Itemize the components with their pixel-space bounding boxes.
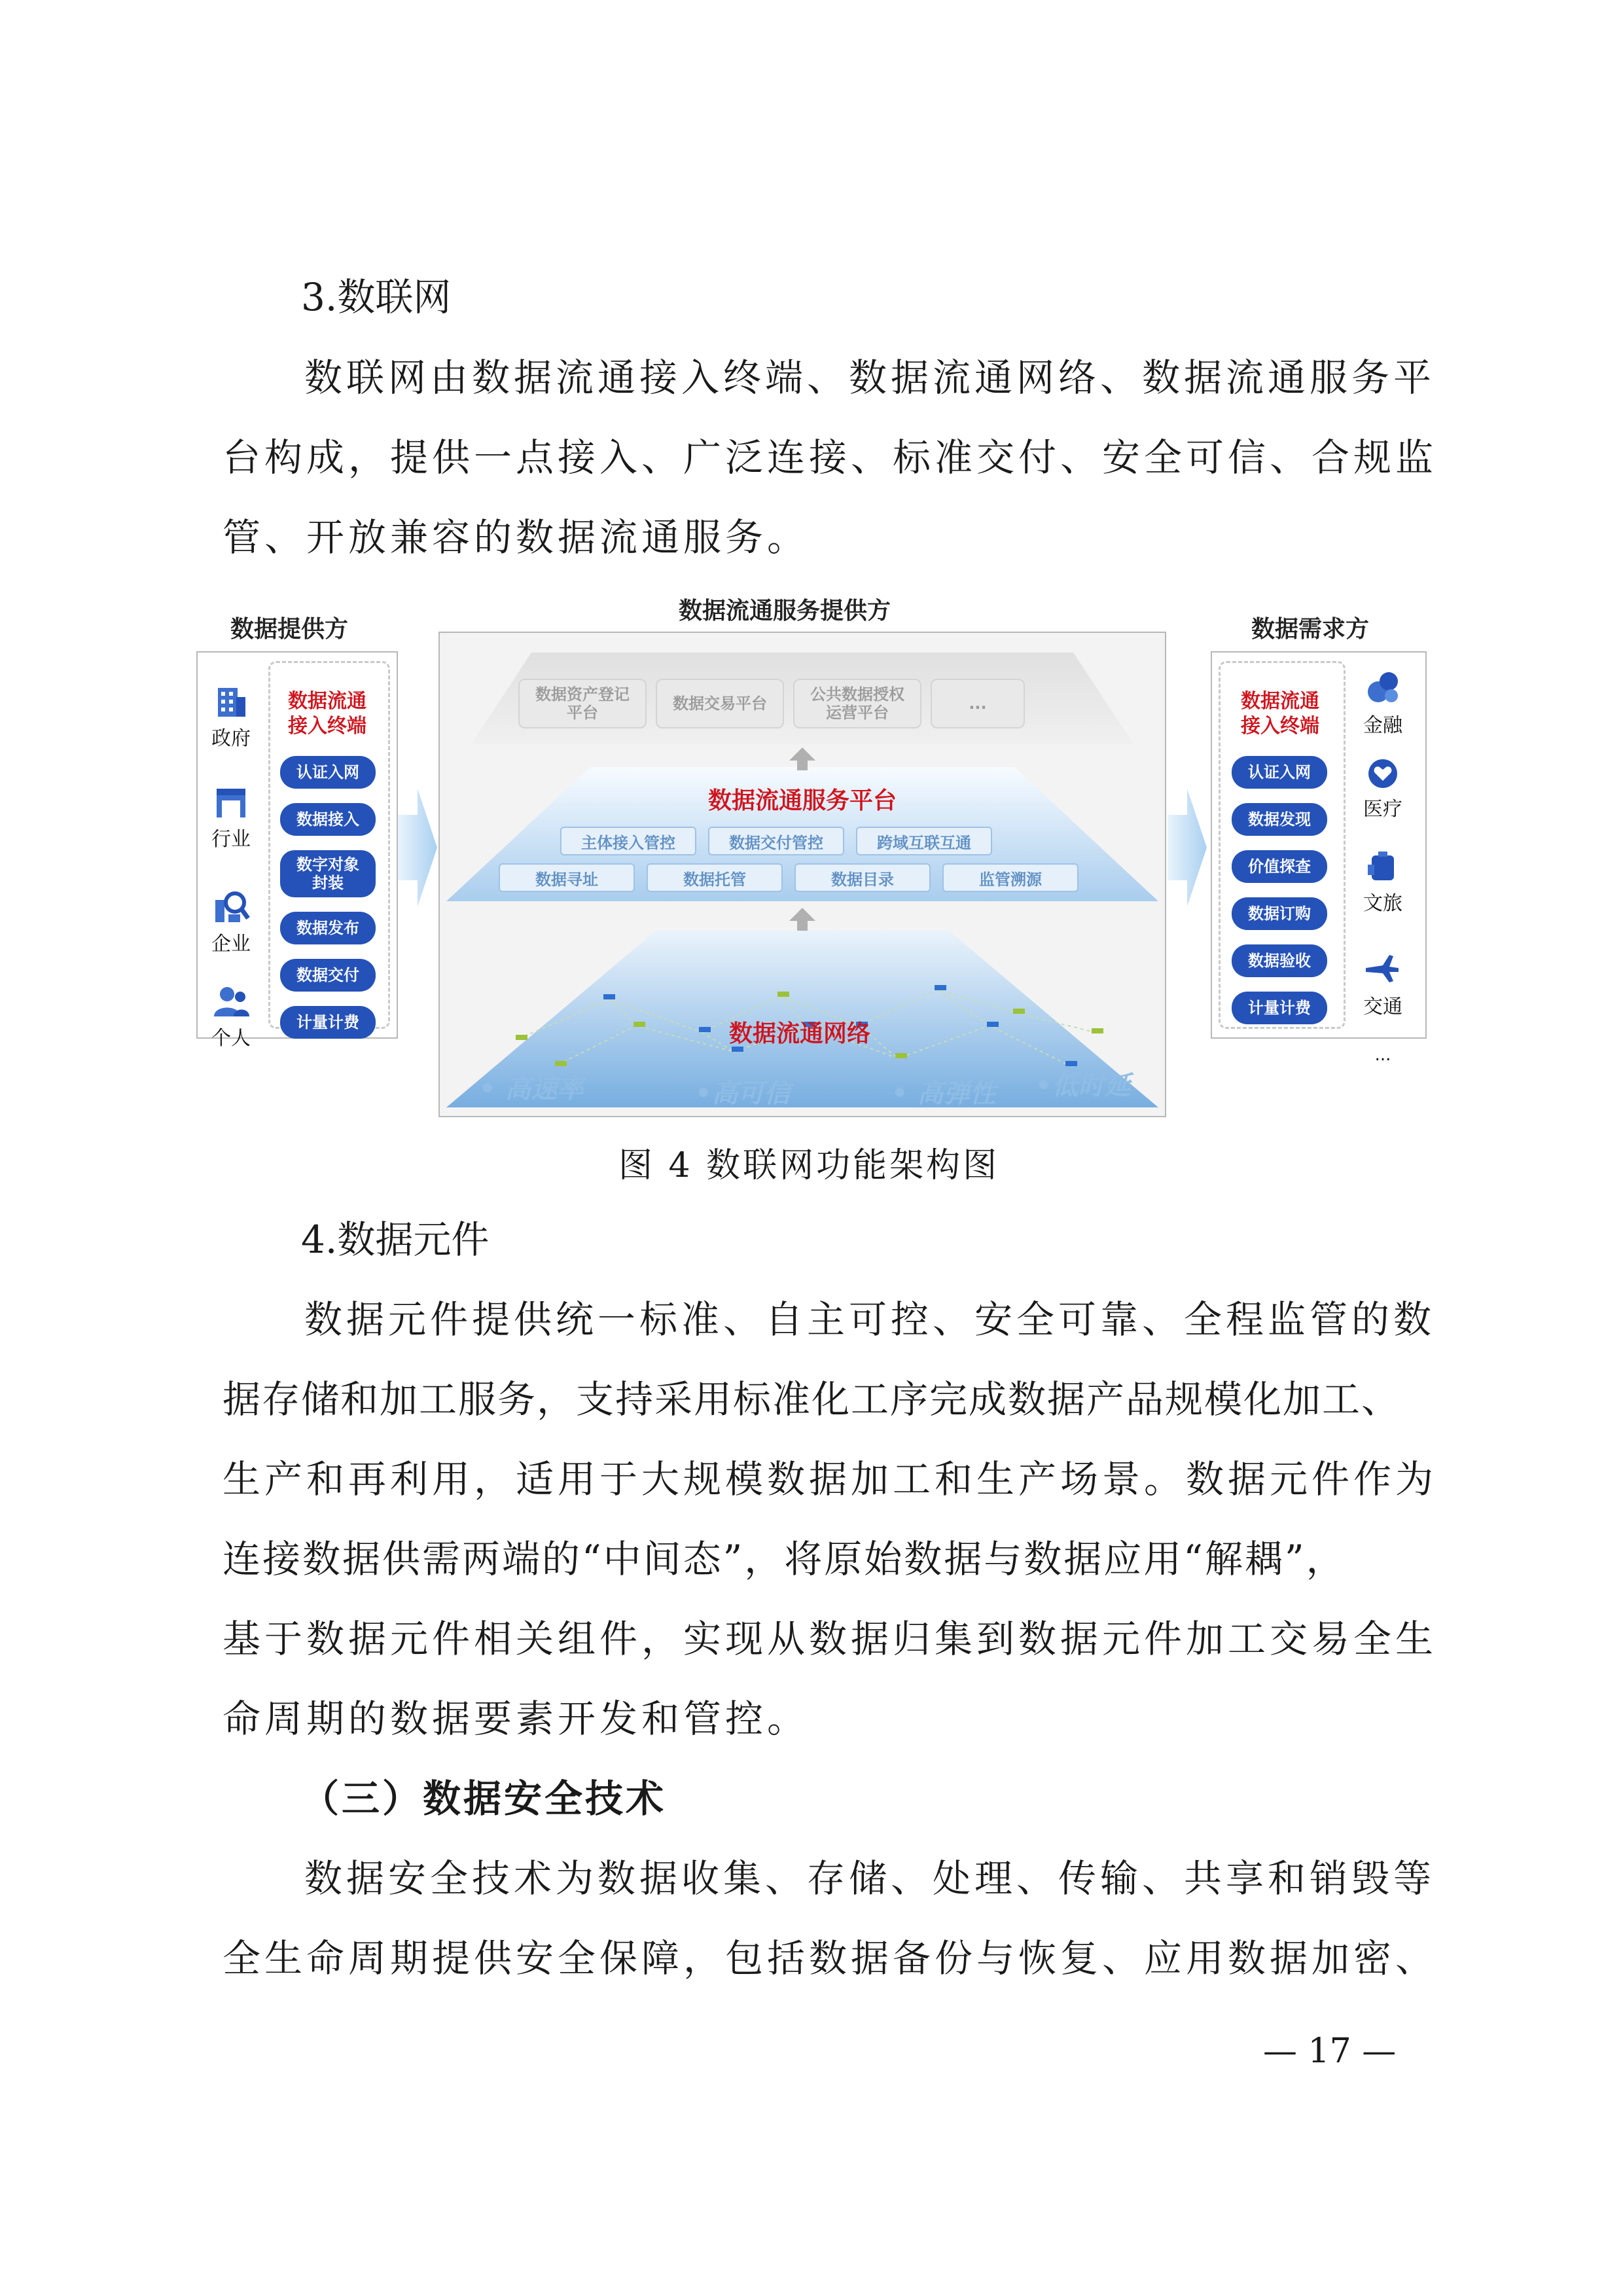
factory-icon [213, 786, 249, 819]
demander-btn-value: 价值探查 [1232, 850, 1327, 883]
center-title: 数据流通服务提供方 [679, 598, 891, 624]
middle-item-traceability: 监管溯源 [942, 863, 1079, 892]
demander-btn-auth: 认证入网 [1232, 756, 1327, 789]
paragraph-line: 数联网由数据流通接入终端、数据流通网络、数据流通服务平 [304, 355, 1436, 400]
provider-terminal-title: 数据流通 接入终端 [288, 690, 366, 738]
entity-more: ... [1374, 1045, 1391, 1065]
bottom-layer-title: 数据流通网络 [728, 1020, 870, 1047]
section-heading-4: 4.数据元件 [301, 1217, 490, 1262]
flow-arrow-icon [398, 789, 437, 906]
top-item-trading-platform: 数据交易平台 [656, 679, 784, 728]
feature-low-latency: •低时延 [1035, 1071, 1131, 1101]
paragraph-line: 据存储和加工服务，支持采用标准化工序完成数据产品规模化加工、 [223, 1377, 1401, 1422]
paragraph-line: 基于数据元件相关组件，实现从数据归集到数据元件加工交易全生 [223, 1617, 1438, 1661]
entity-government: 政府 [202, 684, 260, 751]
top-item-asset-registry: 数据资产登记 平台 [518, 679, 647, 728]
demander-btn-discover: 数据发现 [1232, 803, 1327, 836]
page-number: — 17 — [1263, 2032, 1397, 2071]
building-icon [213, 684, 249, 718]
paragraph-line: 全生命周期提供安全保障，包括数据备份与恢复、应用数据加密、 [223, 1936, 1438, 1981]
feature-high-speed: • 高速率 [479, 1074, 584, 1104]
provider-btn-publish: 数据发布 [280, 912, 376, 944]
demander-terminal-title: 数据流通 接入终端 [1241, 690, 1319, 738]
provider-btn-billing: 计量计费 [280, 1006, 376, 1039]
demander-btn-order: 数据订购 [1232, 897, 1327, 930]
provider-btn-ingest: 数据接入 [280, 803, 376, 836]
paragraph-line: 连接数据供需两端的“中间态”，将原始数据与数据应用“解耦”， [223, 1537, 1346, 1581]
middle-layer-title: 数据流通服务平台 [707, 787, 897, 814]
middle-item-interconnect: 跨域互联互通 [856, 827, 992, 855]
entity-person: 个人 [202, 985, 260, 1050]
section-heading-three: （三）数据安全技术 [301, 1776, 667, 1821]
service-provider-panel [438, 632, 1166, 1117]
paragraph-line: 生产和再利用，适用于大规模数据加工和生产场景。数据元件作为 [223, 1457, 1438, 1501]
provider-btn-package: 数字对象 封装 [280, 850, 376, 897]
heart-icon [1366, 759, 1399, 789]
entity-medical: 医疗 [1353, 759, 1412, 821]
demander-btn-acceptance: 数据验收 [1232, 944, 1327, 977]
feature-high-elasticity: • 高弹性 [891, 1079, 996, 1109]
paragraph-line: 数据安全技术为数据收集、存储、处理、传输、共享和销毁等 [304, 1856, 1436, 1901]
top-item-public-data: 公共数据授权 运营平台 [793, 679, 921, 728]
plane-icon [1363, 951, 1402, 986]
entity-enterprise: 企业 [202, 888, 260, 956]
entity-tourism: 文旅 [1353, 850, 1412, 916]
feature-high-trust: •高可信 [695, 1079, 791, 1109]
provider-btn-auth: 认证入网 [280, 756, 376, 789]
middle-item-hosting: 数据托管 [647, 863, 783, 892]
middle-item-addressing: 数据寻址 [499, 863, 635, 892]
figure-caption: 图 4 数联网功能架构图 [618, 1146, 1000, 1185]
architecture-figure [196, 592, 1427, 1116]
paragraph-line: 台构成，提供一点接入、广泛连接、标准交付、安全可信、合规监 [223, 435, 1438, 480]
paragraph-line: 命周期的数据要素开发和管控。 [223, 1696, 810, 1741]
provider-btn-deliver: 数据交付 [280, 959, 376, 992]
middle-item-delivery-control: 数据交付管控 [708, 827, 844, 855]
demander-title: 数据需求方 [1251, 616, 1370, 643]
entity-industry: 行业 [202, 786, 260, 852]
middle-item-catalog: 数据目录 [794, 863, 931, 892]
entity-finance: 金融 [1353, 670, 1412, 738]
person-icon [213, 985, 249, 1018]
entity-transport: 交通 [1353, 951, 1412, 1019]
enterprise-icon [211, 888, 251, 924]
middle-item-access-control: 主体接入管控 [560, 827, 696, 855]
paragraph-line: 管、开放兼容的数据流通服务。 [223, 515, 810, 560]
finance-icon [1365, 670, 1400, 705]
paragraph-line: 数据元件提供统一标准、自主可控、安全可靠、全程监管的数 [304, 1297, 1436, 1342]
provider-title: 数据提供方 [230, 616, 349, 643]
flow-arrow-icon [1168, 789, 1207, 906]
section-heading-3: 3.数联网 [301, 275, 452, 319]
top-item-more: ... [931, 679, 1025, 728]
travel-icon [1365, 850, 1400, 883]
demander-btn-billing: 计量计费 [1232, 992, 1327, 1024]
